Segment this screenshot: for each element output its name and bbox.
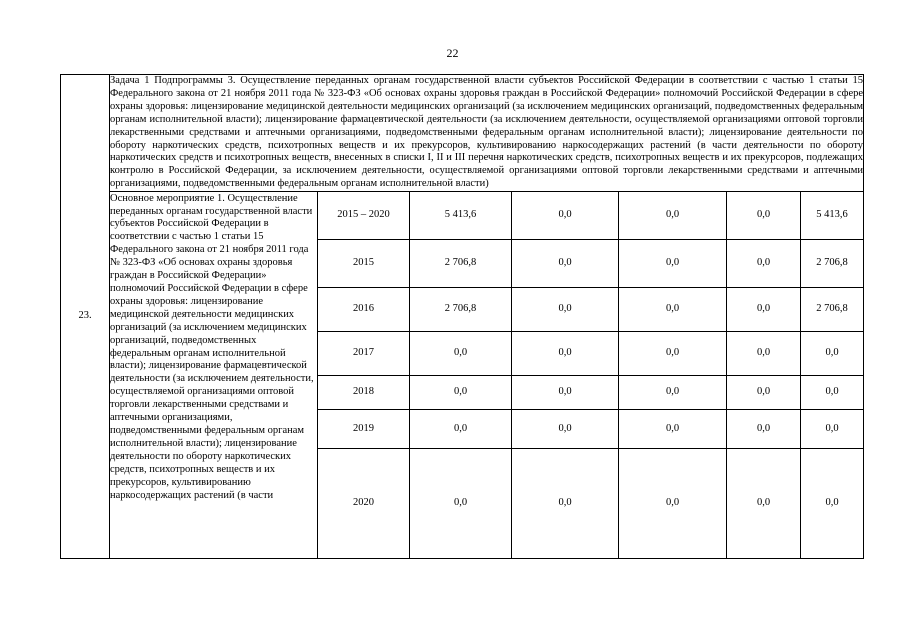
year-cell: 2018 [318, 376, 410, 410]
value-cell: 0,0 [727, 376, 801, 410]
value-cell: 0,0 [619, 332, 727, 376]
table-row [61, 192, 864, 240]
value-cell: 0,0 [619, 288, 727, 332]
value-cell: 0,0 [512, 240, 619, 288]
year-cell: 2016 [318, 288, 410, 332]
value-cell: 0,0 [410, 449, 512, 559]
value-cell: 0,0 [727, 449, 801, 559]
total-cell: 0,0 [801, 332, 864, 376]
total-cell: 0,0 [801, 449, 864, 559]
value-cell: 0,0 [727, 332, 801, 376]
value-cell: 0,0 [410, 332, 512, 376]
task-description: Задача 1 Подпрограммы 3. Осуществление переданных органам государственной власти субъектов Российской Федерации в соответствии с частью 1 статьи 15 Федерального закона от 21 ноября 2011 года № 323-ФЗ «Об основах охраны здоровья граждан в Российской Федерации» полномочий Российской Федерации в сфере охраны здоровья: лицензирование медицинской деятельности медицинских организаций (за исключением медицинских организаций, подведомственных федеральным органам исполнительной власти); лицензирование фармацевтической деятельности (за исключением деятельности, осуществляемой организациями оптовой торговли лекарственными средствами и аптечными организациями, подведомственными федеральным органам исполнительной власти); лицензирование деятельности по обороту наркотических средств, психотропных веществ и их прекурсоров, культивированию наркосодержащих растений (в части деятельности по обороту наркотических средств и психотропных веществ, внесенных в списки I, II и III перечня наркотических средств, психотропных веществ и их прекурсоров, подлежащих контролю в Российской Федерации, за исключением деятельности, осуществляемой организациями оптовой торговли лекарственными средствами и аптечными организациями, подведомственными федеральным органам исполнительной власти) [110, 75, 864, 192]
total-cell: 0,0 [801, 410, 864, 449]
value-cell: 0,0 [512, 449, 619, 559]
budget-table [60, 74, 864, 559]
year-cell: 2019 [318, 410, 410, 449]
activity-cell [110, 192, 318, 559]
value-cell: 0,0 [619, 376, 727, 410]
value-cell: 0,0 [727, 240, 801, 288]
total-cell: 2 706,8 [801, 288, 864, 332]
year-cell: 2017 [318, 332, 410, 376]
value-cell: 0,0 [619, 449, 727, 559]
value-cell: 0,0 [619, 192, 727, 240]
value-cell: 5 413,6 [410, 192, 512, 240]
total-cell: 0,0 [801, 376, 864, 410]
value-cell: 2 706,8 [410, 240, 512, 288]
total-cell: 2 706,8 [801, 240, 864, 288]
year-cell: 2015 [318, 240, 410, 288]
value-cell: 0,0 [727, 288, 801, 332]
activity-description: Основное мероприятие 1. Осуществление переданных органам государственной власти субъектов Российской Федерации в соответствии с частью 1 статьи 15 Федерального закона от 21 ноября 2011 года № 323-ФЗ «Об основах охраны здоровья граждан в Российской Федерации» полномочий Российской Федерации в сфере охраны здоровья: лицензирование медицинской деятельности медицинских организаций (за исключением медицинских организаций, подведомственных федеральным органам исполнительной власти); лицензирование фармацевтической деятельности (за исключением деятельности, осуществляемой организациями оптовой торговли лекарственными средствами и аптечными организациями, подведомственными федеральным органам исполнительной власти); лицензирование деятельности по обороту наркотических средств, психотропных веществ и их прекурсоров, культивированию наркосодержащих растений (в части [110, 192, 314, 501]
value-cell: 0,0 [512, 288, 619, 332]
value-cell: 0,0 [512, 332, 619, 376]
value-cell: 0,0 [512, 192, 619, 240]
value-cell: 0,0 [727, 192, 801, 240]
value-cell: 2 706,8 [410, 288, 512, 332]
value-cell: 0,0 [410, 376, 512, 410]
value-cell: 0,0 [619, 240, 727, 288]
year-cell: 2015 – 2020 [318, 192, 410, 240]
task-row [61, 75, 864, 192]
value-cell: 0,0 [727, 410, 801, 449]
total-cell: 5 413,6 [801, 192, 864, 240]
value-cell: 0,0 [619, 410, 727, 449]
page-number: 22 [446, 46, 459, 60]
value-cell: 0,0 [512, 410, 619, 449]
row-number: 23. [61, 75, 110, 559]
value-cell: 0,0 [512, 376, 619, 410]
value-cell: 0,0 [410, 410, 512, 449]
year-cell: 2020 [318, 449, 410, 559]
